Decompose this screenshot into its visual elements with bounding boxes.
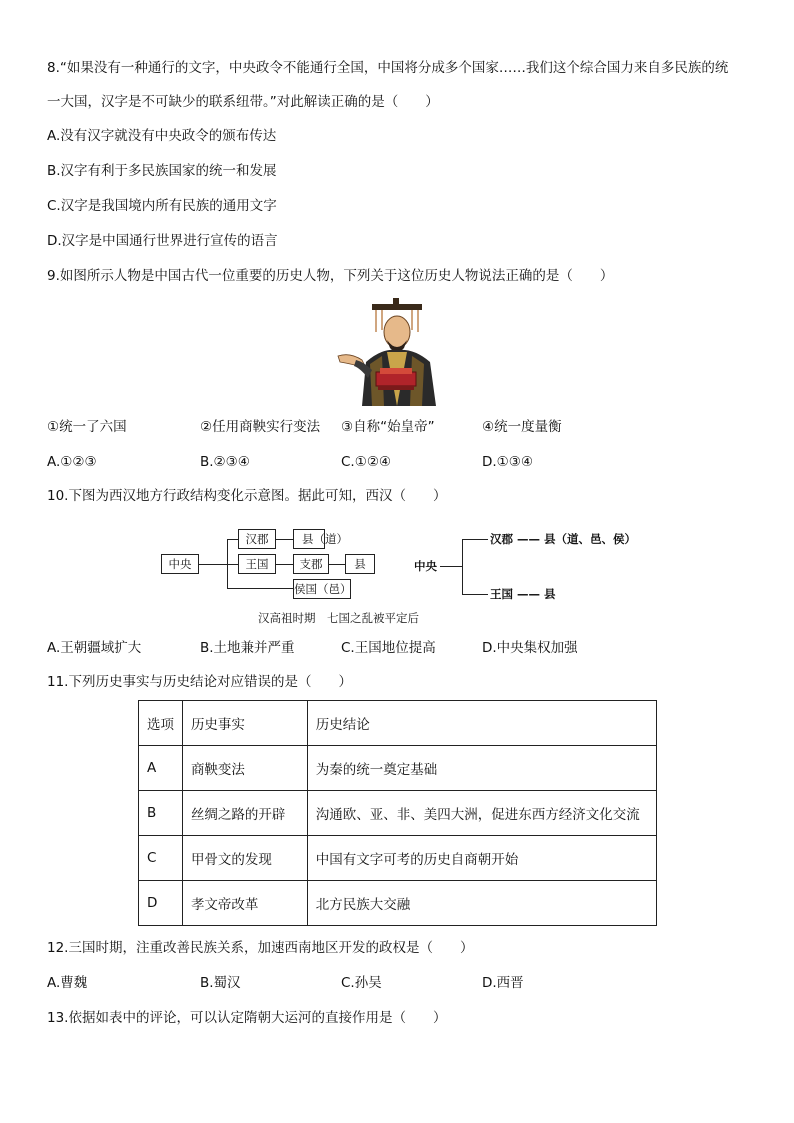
q8-stem-line2: 一大国，汉字是不可缺少的联系纽带。”对此解读正确的是（ ） xyxy=(47,94,439,110)
row-conclusion: 为秦的统一奠定基础 xyxy=(307,746,656,791)
caption-left: 汉高祖时期 xyxy=(258,611,316,625)
right-root-central: 中央 xyxy=(414,559,437,573)
q9-stem: 9.如图所示人物是中国古代一位重要的历史人物，下列关于这位历史人物说法正确的是（ ） xyxy=(47,268,614,284)
q9-option-c: C.①②④ xyxy=(341,454,392,470)
caption-right: 七国之乱被平定后 xyxy=(327,611,419,625)
q9-option-a: A.①②③ xyxy=(47,454,97,470)
header-conclusion: 历史结论 xyxy=(307,701,656,746)
header-option: 选项 xyxy=(139,701,183,746)
q9-statement-3: ③自称“始皇帝” xyxy=(341,419,435,435)
left-zhi-jun: 支郡 xyxy=(293,554,329,574)
left-han-jun: 汉郡 xyxy=(238,529,276,549)
q12-stem: 12.三国时期，注重改善民族关系，加速西南地区开发的政权是（ ） xyxy=(47,940,474,956)
left-xian-dao: 县（道） xyxy=(302,532,348,546)
row-fact: 商鞅变法 xyxy=(182,746,307,791)
left-root-central: 中央 xyxy=(161,554,199,574)
q12-option-d: D.西晋 xyxy=(482,975,524,991)
table-header-row xyxy=(139,701,657,746)
q9-statement-1: ①统一了六国 xyxy=(47,419,127,435)
q8-option-c: C.汉字是我国境内所有民族的通用文字 xyxy=(47,198,277,214)
q9-statement-2: ②任用商鞅实行变法 xyxy=(200,419,321,435)
table-row xyxy=(139,791,657,836)
table-row xyxy=(139,836,657,881)
q10-option-b: B.土地兼并严重 xyxy=(200,640,295,656)
q11-table xyxy=(138,700,657,926)
q10-option-c: C.王国地位提高 xyxy=(341,640,436,656)
table-row xyxy=(139,746,657,791)
row-conclusion: 中国有文字可考的历史自商朝开始 xyxy=(307,836,656,881)
q8-stem-line1: 8.“如果没有一种通行的文字，中央政令不能通行全国，中国将分成多个国家……我们这个综合国力来自多民族的统 xyxy=(47,60,729,76)
q10-option-d: D.中央集权加强 xyxy=(482,640,578,656)
row-conclusion: 北方民族大交融 xyxy=(307,881,656,926)
q8-option-a: A.没有汉字就没有中央政令的颁布传达 xyxy=(47,128,277,144)
q8-option-b: B.汉字有利于多民族国家的统一和发展 xyxy=(47,163,277,179)
q9-option-d: D.①③④ xyxy=(482,454,533,470)
left-hou-guo: 侯国（邑） xyxy=(293,579,351,599)
emperor-portrait-image xyxy=(332,298,456,406)
row-option: C xyxy=(139,836,183,881)
q11-stem: 11.下列历史事实与历史结论对应错误的是（ ） xyxy=(47,674,352,690)
q13-stem: 13.依据如表中的评论，可以认定隋朝大运河的直接作用是（ ） xyxy=(47,1010,447,1026)
row-option: A xyxy=(139,746,183,791)
left-xian: 县 xyxy=(345,554,375,574)
row-option: B xyxy=(139,791,183,836)
q12-option-b: B.蜀汉 xyxy=(200,975,241,991)
row-option: D xyxy=(139,881,183,926)
header-fact: 历史事实 xyxy=(182,701,307,746)
q12-option-c: C.孙吴 xyxy=(341,975,382,991)
row-fact: 孝文帝改革 xyxy=(182,881,307,926)
q12-option-a: A.曹魏 xyxy=(47,975,88,991)
q9-statement-4: ④统一度量衡 xyxy=(482,419,562,435)
q10-option-a: A.王朝疆域扩大 xyxy=(47,640,142,656)
row-fact: 丝绸之路的开辟 xyxy=(182,791,307,836)
q9-option-b: B.②③④ xyxy=(200,454,250,470)
table-row xyxy=(139,881,657,926)
q8-option-d: D.汉字是中国通行世界进行宣传的语言 xyxy=(47,233,278,249)
left-wang-guo: 王国 xyxy=(238,554,276,574)
q10-stem: 10.下图为西汉地方行政结构变化示意图。据此可知，西汉（ ） xyxy=(47,488,447,504)
right-wang-guo-row: 王国 —— 县 xyxy=(490,587,556,601)
right-han-jun-row: 汉郡 —— 县（道、邑、侯） xyxy=(490,532,637,546)
row-conclusion: 沟通欧、亚、非、美四大洲，促进东西方经济文化交流 xyxy=(307,791,656,836)
administrative-structure-diagram xyxy=(150,518,640,630)
row-fact: 甲骨文的发现 xyxy=(182,836,307,881)
